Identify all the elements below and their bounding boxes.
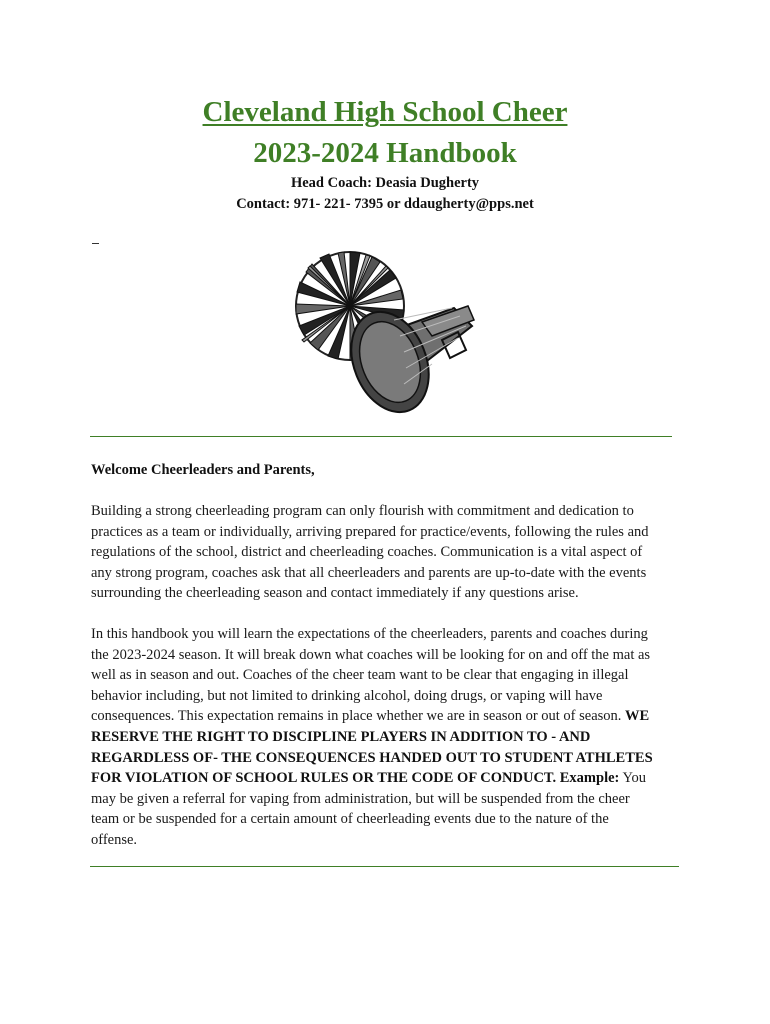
document-title: Cleveland High School Cheer <box>202 96 568 128</box>
paragraph-line: regulations of the school, district and cheerleading coaches. Communication is a vital aspect of <box>91 544 643 561</box>
divider-bottom <box>90 866 679 867</box>
paragraph-line: may be given a referral for vaping from administration, but will be suspended from the cheer <box>91 790 630 807</box>
paragraph-line: Building a strong cheerleading program can only flourish with commitment and dedication to <box>91 503 634 519</box>
paragraph-line: team or be suspended for a certain amount of cheerleading events due to the nature of the <box>91 811 609 828</box>
pompom-megaphone-icon <box>282 236 482 426</box>
paragraph-text: You <box>619 770 646 787</box>
bold-notice: FOR VIOLATION OF SCHOOL RULES OR THE CODE OF CONDUCT. Example: <box>91 770 620 787</box>
contact-line: Contact: 971- 221- 7395 or ddaugherty@pps.net <box>236 196 534 212</box>
greeting: Welcome Cheerleaders and Parents, <box>91 462 315 478</box>
document-subtitle: 2023-2024 Handbook <box>253 137 517 169</box>
divider-top <box>90 436 672 437</box>
paragraph-line: In this handbook you will learn the expectations of the cheerleaders, parents and coaches during <box>91 626 648 642</box>
paragraph-line <box>91 706 686 727</box>
paragraph-line <box>91 727 686 748</box>
paragraph-line: practices as a team or individually, arriving prepared for practice/events, following the rules and <box>91 523 649 540</box>
paragraph-text: consequences. This expectation remains in place whether we are in season or out of season. <box>91 708 626 725</box>
paragraph-commitment <box>91 501 686 604</box>
bold-notice: REGARDLESS OF- THE CONSEQUENCES HANDED OUT TO STUDENT ATHLETES <box>91 749 653 766</box>
stray-dash <box>92 243 99 244</box>
paragraph-line <box>91 768 686 789</box>
paragraph-line <box>91 748 686 769</box>
paragraph-line: surrounding the cheerleading season and contact immediately if any questions arise. <box>91 585 579 602</box>
paragraph-line: well as in season and out. Coaches of the cheer team want to be clear that engaging in illegal <box>91 667 629 684</box>
paragraph-line: offense. <box>91 831 138 848</box>
paragraph-expectations <box>91 624 686 851</box>
bold-notice: RESERVE THE RIGHT TO DISCIPLINE PLAYERS IN ADDITION TO - AND <box>91 728 591 745</box>
bold-notice: WE <box>625 708 650 725</box>
head-coach-line: Head Coach: Deasia Dugherty <box>290 175 480 191</box>
paragraph-line: the 2023-2024 season. It will break down what coaches will be looking for on and off the mat as <box>91 646 651 663</box>
paragraph-line: any strong program, coaches ask that all cheerleaders and parents are up-to-date with the events <box>91 564 647 581</box>
paragraph-line: behavior including, but not limited to drinking alcohol, doing drugs, or vaping will have <box>91 687 603 704</box>
